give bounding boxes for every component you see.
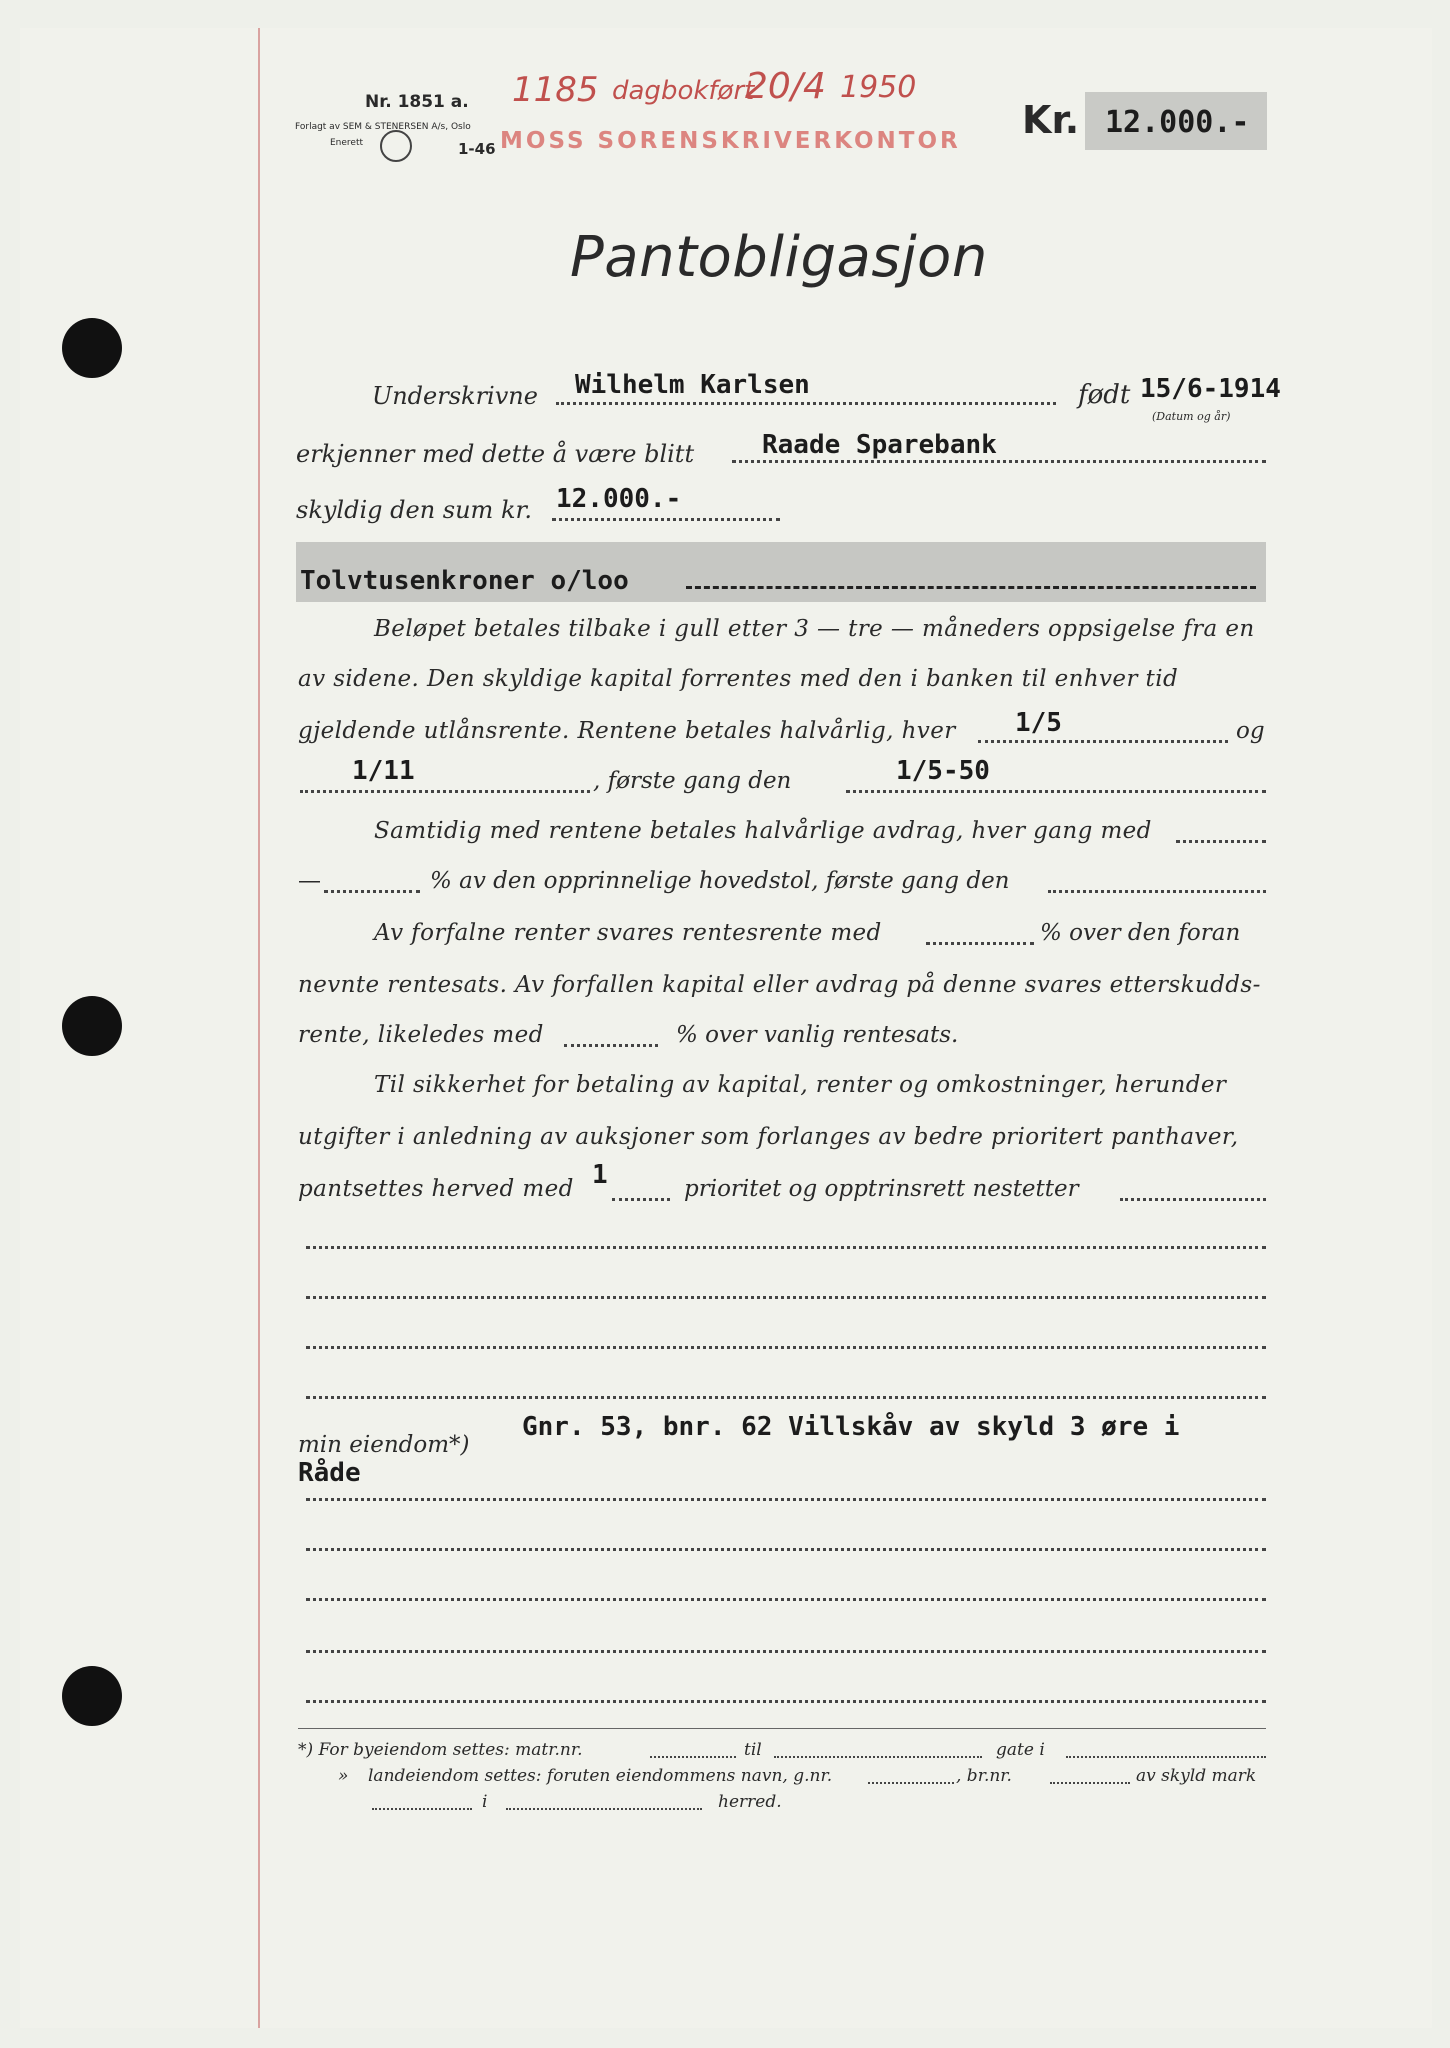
dotted-line bbox=[556, 402, 1056, 405]
punch-hole bbox=[62, 1666, 122, 1726]
dotted-line bbox=[732, 460, 1266, 463]
sum-words: Tolvtusenkroner o/loo bbox=[300, 566, 629, 596]
footnote-text: av skyld mark bbox=[1136, 1766, 1257, 1786]
body-text: % av den opprinnelige hovedstol, første gang den bbox=[430, 868, 1010, 894]
underskrivne-value: Wilhelm Karlsen bbox=[575, 370, 810, 400]
interest-date-2: 1/11 bbox=[352, 756, 415, 786]
body-text: rente, likeledes med bbox=[298, 1022, 544, 1048]
dash-fill bbox=[686, 586, 1256, 589]
sum-value: 12.000.- bbox=[556, 484, 682, 514]
dotted-line bbox=[1050, 1782, 1130, 1784]
dotted-line bbox=[1048, 890, 1266, 893]
footnote-text: gate i bbox=[996, 1740, 1045, 1760]
kr-label: Kr. bbox=[1022, 98, 1080, 142]
body-text: Beløpet betales tilbake i gull etter 3 — tre — måneders oppsigelse fra en bbox=[374, 616, 1255, 642]
publisher-logo bbox=[380, 130, 412, 162]
priority-value: 1 bbox=[592, 1160, 608, 1190]
punch-hole bbox=[62, 318, 122, 378]
dotted-line bbox=[506, 1808, 702, 1810]
body-text: , første gang den bbox=[593, 768, 792, 794]
dotted-line bbox=[1176, 840, 1266, 843]
dotted-line bbox=[846, 790, 1266, 793]
dotted-line bbox=[1120, 1198, 1266, 1201]
form-number: Nr. 1851 a. bbox=[365, 92, 469, 112]
dotted-line bbox=[650, 1756, 736, 1758]
footnote-text: i bbox=[482, 1792, 488, 1812]
dotted-line bbox=[306, 1548, 1266, 1551]
body-text: Av forfalne renter svares rentesrente med bbox=[374, 920, 882, 946]
dotted-line bbox=[306, 1650, 1266, 1653]
margin-rule bbox=[258, 28, 260, 2028]
body-text: prioritet og opptrinsrett nestetter bbox=[684, 1176, 1079, 1202]
dotted-line bbox=[926, 942, 1034, 945]
body-text: % over den foran bbox=[1040, 920, 1241, 946]
amount-value: 12.000.- bbox=[1105, 105, 1250, 140]
publisher-line: Forlagt av SEM & STENERSEN A/s, Oslo bbox=[295, 122, 471, 132]
datum-hint: (Datum og år) bbox=[1152, 410, 1231, 423]
footnote-text: herred. bbox=[718, 1792, 782, 1812]
dotted-line bbox=[306, 1396, 1266, 1399]
footnote-text: landeiendom settes: foruten eiendommens navn, g.nr. bbox=[368, 1766, 833, 1786]
dotted-line bbox=[372, 1808, 472, 1810]
body-text: % over vanlig rentesats. bbox=[676, 1022, 959, 1048]
dotted-line bbox=[306, 1700, 1266, 1703]
punch-hole bbox=[62, 996, 122, 1056]
fodt-label: født bbox=[1078, 380, 1131, 410]
erkjenner-label: erkjenner med dette å være blitt bbox=[296, 440, 695, 468]
fodt-value: 15/6-1914 bbox=[1140, 374, 1281, 404]
interest-date-1: 1/5 bbox=[1015, 708, 1062, 738]
footnote-text: *) For byeiendom settes: matr.nr. bbox=[298, 1740, 583, 1760]
body-text: pantsettes herved med bbox=[298, 1176, 574, 1202]
dotted-line bbox=[1066, 1756, 1266, 1758]
footnote-text: , br.nr. bbox=[956, 1766, 1012, 1786]
eiendom-label: min eiendom*) bbox=[298, 1432, 470, 1458]
handwritten-number: 1185 bbox=[512, 70, 599, 110]
eiendom-value: Gnr. 53, bnr. 62 Villskåv av skyld 3 øre i bbox=[522, 1412, 1180, 1442]
body-text: gjeldende utlånsrente. Rentene betales halvårlig, hver bbox=[298, 718, 956, 744]
skyldig-label: skyldig den sum kr. bbox=[296, 496, 532, 524]
first-payment-date: 1/5-50 bbox=[896, 756, 990, 786]
creditor-value: Raade Sparebank bbox=[762, 430, 997, 460]
body-text: utgifter i anledning av auksjoner som forlanges av bedre prioritert panthaver, bbox=[298, 1124, 1239, 1150]
publisher-enerett: Enerett bbox=[330, 138, 364, 148]
body-text: av sidene. Den skyldige kapital forrentes med den i banken til enhver tid bbox=[298, 666, 1179, 692]
footnote-text: » bbox=[338, 1766, 349, 1786]
body-text: Til sikkerhet for betaling av kapital, renter og omkostninger, herunder bbox=[374, 1072, 1227, 1098]
dotted-line bbox=[868, 1782, 954, 1784]
dotted-line bbox=[564, 1044, 658, 1047]
underskrivne-label: Underskrivne bbox=[372, 382, 538, 410]
body-text: — bbox=[298, 868, 321, 894]
dotted-line bbox=[978, 740, 1228, 743]
dotted-line bbox=[612, 1198, 670, 1201]
dotted-line bbox=[300, 790, 590, 793]
dotted-line bbox=[306, 1598, 1266, 1601]
document-title: Pantobligasjon bbox=[570, 225, 988, 290]
body-text: nevnte rentesats. Av forfallen kapital eller avdrag på denne svares etterskudds- bbox=[298, 972, 1261, 998]
dotted-line bbox=[306, 1246, 1266, 1249]
handwritten-date: 20/4 bbox=[745, 66, 826, 107]
dotted-line bbox=[324, 890, 420, 893]
body-text: Samtidig med rentene betales halvårlige avdrag, hver gang med bbox=[374, 818, 1152, 844]
dotted-line bbox=[306, 1498, 1266, 1501]
dotted-line bbox=[552, 518, 780, 521]
eiendom-value-cont: Råde bbox=[298, 1458, 361, 1488]
form-year-code: 1-46 bbox=[458, 140, 496, 158]
red-stamp: MOSS SORENSKRIVERKONTOR bbox=[500, 128, 961, 154]
dotted-line bbox=[306, 1296, 1266, 1299]
dotted-line bbox=[306, 1346, 1266, 1349]
body-text: og bbox=[1236, 718, 1265, 744]
handwritten-dagbokfort: dagbokført bbox=[612, 76, 755, 106]
footnote-rule bbox=[298, 1728, 1266, 1729]
footnote-text: til bbox=[744, 1740, 762, 1760]
handwritten-year: 1950 bbox=[840, 70, 917, 105]
dotted-line bbox=[774, 1756, 982, 1758]
